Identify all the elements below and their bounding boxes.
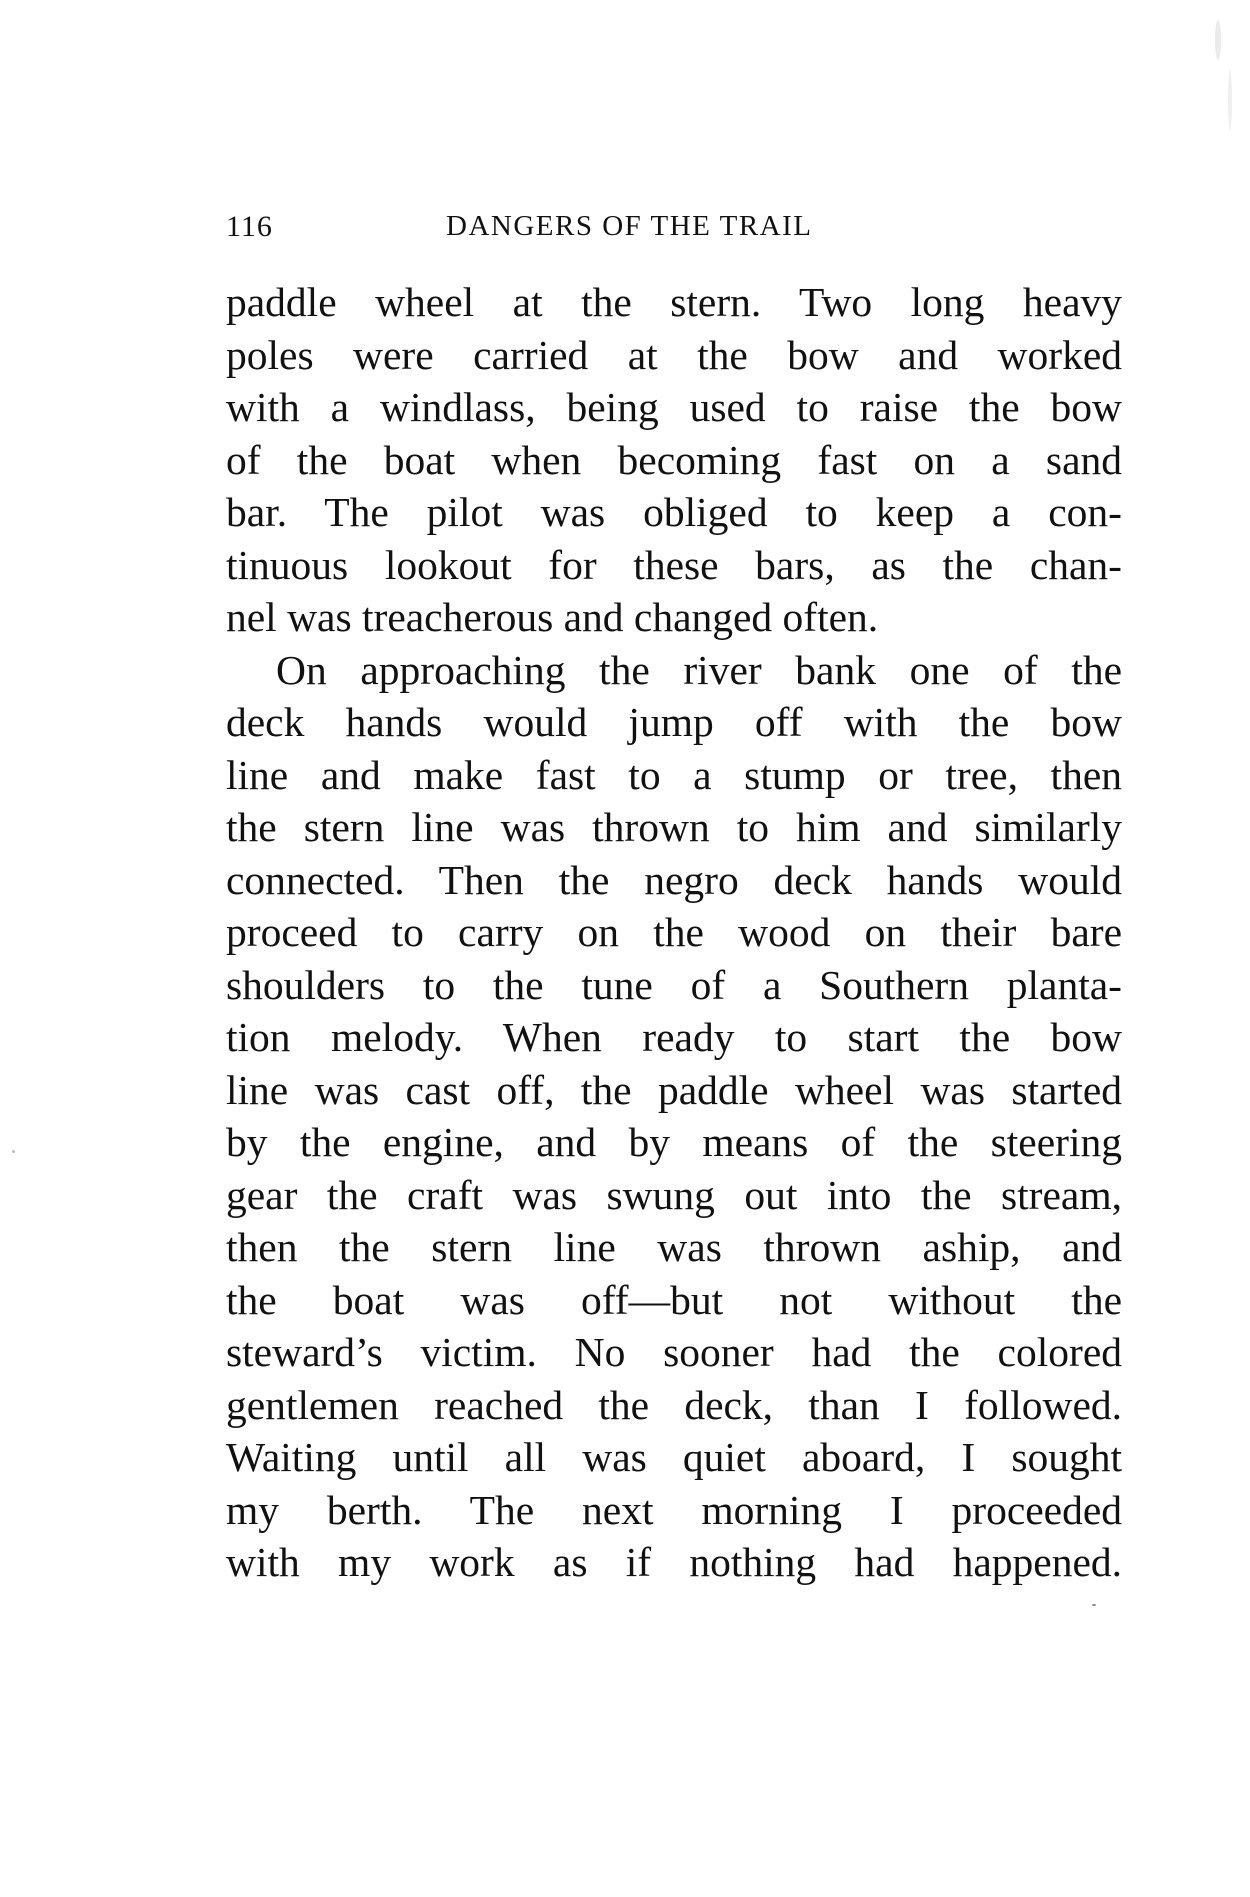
text-line: proceed to carry on the wood on their bare [226, 909, 1122, 955]
text-line: Waiting until all was quiet aboard, I sought [226, 1434, 1122, 1480]
text-line: gentlemen reached the deck, than I followed. [226, 1381, 1122, 1428]
text-line: deck hands would jump off with the bow [226, 699, 1122, 745]
text-line: poles were carried at the bow and worked [226, 331, 1122, 378]
running-head: DANGERS OF THE TRAIL [446, 210, 813, 242]
text-line: with my work as if nothing had happened. [226, 1539, 1122, 1585]
text-line: tion melody. When ready to start the bow [226, 1014, 1122, 1060]
text-line: paddle wheel at the stern. Two long heavy [226, 279, 1122, 325]
text-line: with a windlass, being used to raise the bow [226, 384, 1122, 430]
text-line: then the stern line was thrown aship, and [226, 1224, 1122, 1270]
text-line: the stern line was thrown to him and similarly [226, 804, 1122, 850]
body-text [226, 276, 1122, 1589]
text-line: gear the craft was swung out into the stream, [226, 1171, 1122, 1218]
scan-speck [12, 1150, 15, 1153]
text-line: by the engine, and by means of the steering [226, 1119, 1122, 1165]
scan-speck [1092, 1604, 1096, 1606]
paragraph-first-line: On approaching the river bank one of the [276, 646, 1122, 693]
text-line: the boat was off—but not without the [226, 1276, 1122, 1323]
page-number: 116 [226, 210, 273, 243]
text-line: nel was treacherous and changed often. [226, 594, 879, 640]
scan-speck [1215, 20, 1221, 60]
scan-speck [1228, 70, 1232, 130]
text-line: connected. Then the negro deck hands would [226, 856, 1122, 903]
text-line: of the boat when becoming fast on a sand [226, 436, 1122, 483]
text-line: tinuous lookout for these bars, as the chan- [226, 541, 1122, 588]
text-line: shoulders to the tune of a Southern planta- [226, 961, 1122, 1008]
text-line: my berth. The next morning I proceeded [226, 1486, 1122, 1533]
text-line: line was cast off, the paddle wheel was started [226, 1066, 1122, 1113]
text-line: bar. The pilot was obliged to keep a con- [226, 489, 1122, 535]
text-line: steward’s victim. No sooner had the colored [226, 1329, 1122, 1375]
text-line: line and make fast to a stump or tree, then [226, 751, 1122, 798]
page-header [226, 210, 1122, 250]
